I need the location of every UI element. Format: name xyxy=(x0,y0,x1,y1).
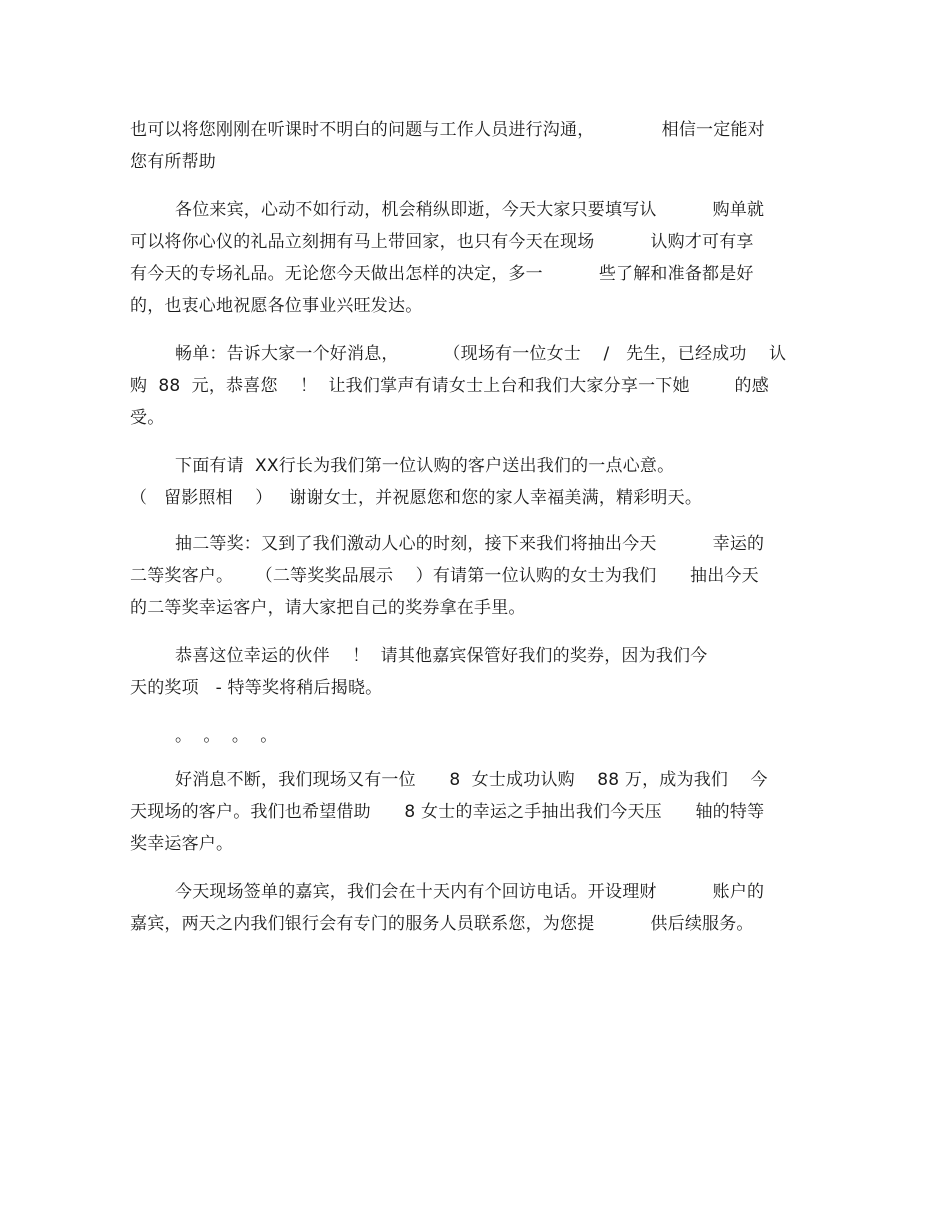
text-line: 的二等奖幸运客户，请大家把自己的奖券拿在手里。 xyxy=(130,598,526,618)
text-line: 下面有请 XX行长为我们第一位认购的客户送出我们的一点心意。 xyxy=(175,456,675,476)
text-line: 有今天的专场礼品。无论您今天做出怎样的决定，多一 些了解和准备都是好 xyxy=(130,264,754,284)
text-line: （ 留影照相 ） 谢谢女士，并祝愿您和您的家人幸福美满，精彩明天。 xyxy=(130,488,703,508)
text-line: 受。 xyxy=(130,408,165,428)
ellipsis-line: 。 。 。 。 xyxy=(175,726,278,746)
text-line: 各位来宾，心动不如行动，机会稍纵即逝，今天大家只要填写认 购单就 xyxy=(175,200,765,220)
text-line: 天的奖项 - 特等奖将稍后揭晓。 xyxy=(130,678,383,698)
text-line: 您有所帮助 xyxy=(130,152,216,172)
text-line: 也可以将您刚刚在听课时不明白的问题与工作人员进行沟通， 相信一定能对 xyxy=(130,120,765,140)
text-line: 今天现场签单的嘉宾，我们会在十天内有个回访电话。开设理财 账户的 xyxy=(175,882,765,902)
text-line: 可以将你心仪的礼品立刻拥有马上带回家，也只有今天在现场 认购才可有享 xyxy=(130,232,754,252)
text-line: 好消息不断，我们现场又有一位 8 女士成功认购 88 万，成为我们 今 xyxy=(175,770,768,790)
text-line: 畅单：告诉大家一个好消息， （现场有一位女士 / 先生，已经成功 认 xyxy=(175,344,787,364)
text-line: 恭喜这位幸运的伙伴 ！ 请其他嘉宾保管好我们的奖券，因为我们今 xyxy=(175,646,708,666)
text-line: 天现场的客户。我们也希望借助 8 女士的幸运之手抽出我们今天压 轴的特等 xyxy=(130,802,765,822)
text-line: 二等奖客户。 （二等奖奖品展示 ）有请第一位认购的女士为我们 抽出今天 xyxy=(130,566,759,586)
text-line: 嘉宾，两天之内我们银行会有专门的服务人员联系您，为您提 供后续服务。 xyxy=(130,914,754,934)
text-line: 抽二等奖：又到了我们激动人心的时刻，接下来我们将抽出今天 幸运的 xyxy=(175,534,765,554)
text-line: 购 88 元，恭喜您 ！ 让我们掌声有请女士上台和我们大家分享一下她 的感 xyxy=(130,376,769,396)
text-line: 奖幸运客户。 xyxy=(130,834,234,854)
text-line: 的，也衷心地祝愿各位事业兴旺发达。 xyxy=(130,296,423,316)
